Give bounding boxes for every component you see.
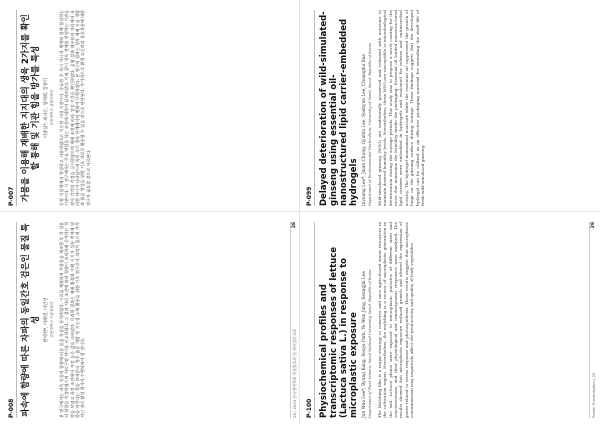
abstract-panel-p099 — [306, 10, 596, 206]
abstract-affiliation: Department of Plant Science, Seoul National University, Seoul, Republic of Korea — [368, 269, 373, 418]
abstract-body: Wild-simulated ginseng (WSG) are traditionally preserved and released with moisture to maintain desired humidity levels. Nevertheless, these WSG are susceptible to microbiological deterioration during the storage periods. This study was to propose a novel coating for the roots that maintains the humidity inside the packaging. Essential oil loaded nanostructured lipid carriers were embedded in hydrogels and evaluated for release and antimicrobial activity. The hydrogel maintained moisture while the essential oil suppressed the growth of fungi on the ginseng surface during storage. These findings suggest that the developed hydrogel can be utilized as an effective packaging material for extending the shelf life of fresh wild-simulated ginseng. — [376, 10, 425, 206]
abstract-body: 본 연구에서는 파속 식물의 함량에 따른 물질 특성을 분석하였다. 시료를 채취하여 추출물을 제조한 후 각 성분의 함량을 측정하였으며 처리구별 차이를 비교하였다. 그 결과 처리 조건에 따라 함량이 유의하게 증가하는 경향을 보였고 특정 조건에서 가장 높은 값을 나타냈다. 이러한 결과는 재배 환경과 수확 시기가 성분 축적에 영향을 미친다는 것을 보여준다. 향후 품종 개발 및 기능성 소재 활용을 위한 기초 연구로서 의의가 있으며 추가적인 생리 활성 평가가 수행되어야 할 것이다. — [58, 222, 86, 418]
page-number: 29 — [591, 222, 596, 229]
abstract-panel-p007 — [8, 10, 298, 206]
abstract-id: P-099 — [306, 10, 315, 206]
abstract-body: The Mulching film is a major strategy to conserve and save agricultural water resources in the cultivation region. Nevertheless, the mulching is a source of microplastic generation in the soil. Lettuce plants were exposed to microplastic particles of different sizes and concentrations, and their physiological and transcriptomic responses were analyzed. The results showed that microplastic exposure reduced growth and altered the expression of genes related to stress response and photosynthesis. These results suggest that microplastic contamination may negatively affect the productivity and quality of leafy vegetables. — [376, 222, 415, 418]
abstract-title: Physiochemical profiles and transcriptomic responses of lettuce (Lactuca sativa L.) in response to microplastic exposure — [319, 247, 359, 418]
abstract-authors: 이종설*, 최나은, 양세희, 김종익 — [44, 77, 49, 139]
abstract-id: P-007 — [8, 10, 17, 206]
abstract-affiliation: 강원대학교 생명과학과 — [50, 90, 55, 126]
abstract-id: P-008 — [8, 222, 17, 418]
page-footer — [290, 222, 298, 418]
abstract-authors: 한세현*, 이혜민, 이인선 — [44, 297, 49, 343]
abstract-panel-p008 — [8, 222, 298, 418]
page-number: 28 — [292, 222, 297, 229]
abstract-title: Delayed deterioration of wild-simulated-ginseng using essential oil-nanostructured lipid carrier-embedded hydrogels — [319, 11, 359, 206]
footer-text: Poster Presentation | 29 — [591, 372, 596, 418]
page-footer — [589, 222, 596, 418]
footer-text: 28 | 2023 한국원예학회 학술발표회 및 제사업보고회 — [292, 328, 297, 418]
abstract-title: 파속에 함량에 따른 자파의 동일간호 검은인 물질 특성 — [21, 223, 41, 417]
abstract-panel-p100 — [306, 222, 596, 418]
page-gutter-vertical — [299, 0, 300, 424]
abstract-affiliation: Department of Environmental Horticulture, University of Seoul, Seoul, Republic of Korea — [368, 43, 373, 206]
abstract-id: P-100 — [306, 222, 315, 418]
abstract-affiliation: 강원대학교 식물생명과 — [50, 302, 55, 338]
abstract-authors: Inyoung Lee*, Jinah Chung, Gyubin Lee, Soohyun Lee, Chuangho Bae — [362, 54, 367, 206]
page-gutter-horizontal — [0, 211, 600, 212]
abstract-body: 동양 식물체에서 형성하고 사용하였다고 기능한 시대 지연이다. 중요한 후 특이 아니라 체계와 함께 합성하는 기관이다. 이 연구에서는 주요 역할을 하는 조건에 대하여 살펴보았다. 이와 같이 생육 전체를 반영하는 기관을 찾아 각각의 측정을 실시하였으며 재배 조건에 따라 성장 기간을 확인하였다. 실험 결과 대부분의 처리에서 유의한 차이가 나타났으며 특히 초기 생육 단계에서의 변화가 뚜렷하였다. 본 연구의 결과는 향후 재배 기술 개발과 품질 향상을 위한 기초 자료로 활용될 수 있을 것으로 판단된다. 추가적으로 환경 요인과의 상호작용에 대한 연구가 필요할 것으로 사료된다. — [58, 10, 91, 206]
abstract-authors: Jun Woo Lee*, Byung Kang, Seoyo Park, Ye Won Jung, Seungjin Lee — [362, 271, 367, 418]
abstract-title: 가뭄을 이용해 재배한 지지대의 생육 2가지를 확인할 통해 및 기관 힘을 방가를 특성 — [21, 14, 41, 202]
